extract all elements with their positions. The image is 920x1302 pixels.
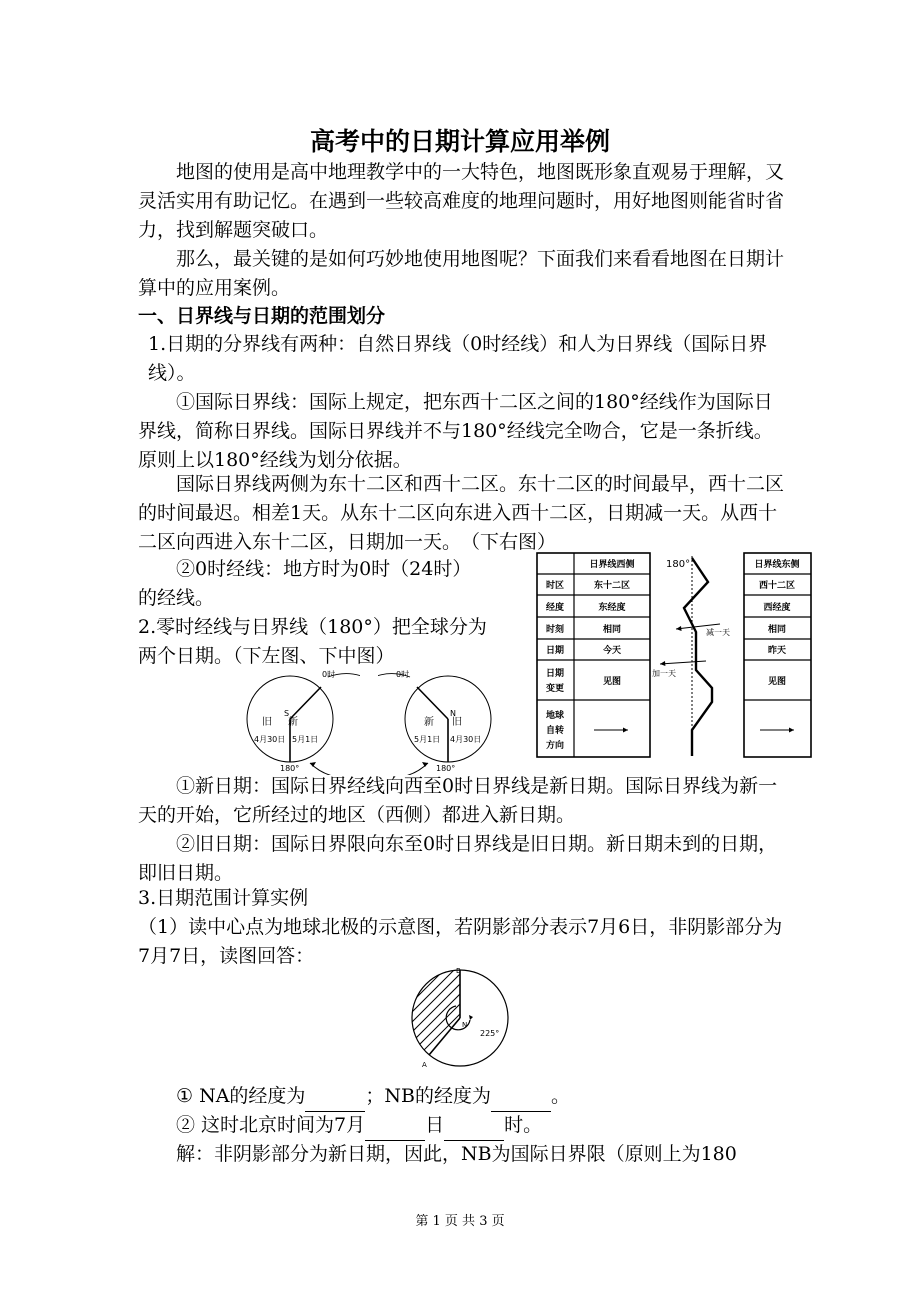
west-zone: 东十二区 [593,581,631,591]
row-label-rotation-c: 方向 [545,741,565,751]
east-longitude: 西经度 [763,603,791,613]
east-date: 昨天 [767,646,787,656]
section-heading-1: 一、日界线与日期的范围划分 [138,305,386,327]
west-longitude: 东经度 [598,603,626,613]
south-pole-date-diagram [230,665,360,775]
west-date-change: 见图 [602,677,622,687]
polar-shaded-diagram [400,964,520,1076]
paragraph-two-dates-b: 两个日期。（下左图、下中图） [138,645,395,667]
polar-angle: 225° [480,1029,500,1038]
zero-hour-label-left: 0时 [322,670,336,679]
row-label-rotation-a: 地球 [545,711,565,721]
nb-longitude-blank[interactable] [491,1082,551,1112]
east-zone: 西十二区 [758,581,796,591]
page-title: 高考中的日期计算应用举例 [309,127,610,156]
question-2-part-c: 时。 [504,1114,543,1136]
row-label-rotation-b: 自转 [545,726,565,736]
polar-point-b: B [456,967,461,975]
row-label-time: 时刻 [545,625,565,635]
minus-day-label: 减一天 [706,628,730,637]
old-label-left: 旧 [262,717,272,728]
paragraph-two-dates-a: 2.零时经线与日界线（180°）把全球分为 [138,616,487,638]
meridian-180-mid: 180° [436,764,456,773]
paragraph-zero-meridian-b: 的经线。 [138,587,215,609]
new-date-mid: 5月1日 [414,735,441,744]
paragraph-example-heading: 3.日期范围计算实例 [138,887,309,909]
question-1-part-a: ① NA的经度为 [176,1085,306,1107]
paragraph-example-question: （1）读中心点为地球北极的示意图，若阴影部分表示7月6日，非阴影部分为7月7日，读图回答： [138,916,783,967]
row-label-date-change-a: 日期 [545,669,565,679]
question-2-part-a: ② 这时北京时间为7月 [176,1114,366,1136]
new-date-left: 5月1日 [292,735,319,744]
east-rotation-arrow-icon [789,728,794,733]
paragraph-dateline-types: 1.日期的分界线有两种：自然日界线（0时经线）和人为日界线（国际日界线）。 [148,333,768,384]
old-date-mid: 4月30日 [450,735,482,744]
row-label-zone: 时区 [545,581,565,591]
paragraph-new-date: ①新日期：国际日界经线向西至0时日界线是新日期。国际日界线为新一天的开始，它所经过的地区（西侧）都进入新日期。 [138,775,778,826]
question-2 [176,1111,788,1141]
pole-label-s: S [284,709,290,718]
minus-day-arrow-icon [676,626,682,631]
paragraph-solution: 解：非阴影部分为新日期，因此，NB为国际日界限（原则上为180 [176,1143,737,1165]
intro-paragraph-1: 地图的使用是高中地理教学中的一大特色，地图既形象直观易于理解，又灵活实用有助记忆。在遇到一些较高难度的地理问题时，用好地图则能省时省力，找到解题突破口。 [138,161,785,241]
east-date-change: 见图 [767,677,787,687]
page-footer: 第 1 页 共 3 页 [415,1214,505,1229]
question-1-part-c: 。 [551,1085,571,1107]
row-label-date-change-b: 变更 [545,684,565,694]
row-label-longitude: 经度 [545,603,565,613]
dateline-comparison-table [536,552,812,758]
paragraph-international-dateline: ①国际日界线：国际上规定，把东西十二区之间的180°经线作为国际日界线，简称日界线。国际日界线并不与180°经线完全吻合，它是一条折线。原则上以180°经线为划分依据。 [138,391,773,471]
plus-day-label: 加一天 [652,669,676,678]
old-date-left: 4月30日 [254,735,286,744]
west-rotation-arrow-icon [623,728,628,733]
beijing-day-blank[interactable] [365,1111,425,1141]
paragraph-east-west-zones: 国际日界线两侧为东十二区和西十二区。东十二区的时间最早，西十二区的时间最迟。相差1天。从东十二区向东进入西十二区，日期减一天。从西十二区向西进入东十二区，日期加一天。 （下右图） [138,473,785,553]
zero-hour-label-mid: 0时 [396,670,410,679]
new-label-mid: 新 [424,717,434,728]
east-header: 日界线东侧 [754,560,800,570]
meridian-180-left: 180° [280,764,300,773]
west-date: 今天 [602,646,622,656]
question-1-part-b: ；NB的经度为 [365,1085,492,1107]
old-label-mid: 旧 [452,717,462,728]
row-label-date: 日期 [545,646,565,656]
question-2-part-b: 日 [425,1114,445,1136]
west-header: 日界线西侧 [589,560,635,570]
pole-label-n: N [450,709,456,718]
north-pole-date-diagram [378,665,498,775]
paragraph-old-date: ②旧日期：国际日界限向东至0时日界线是旧日期。新日期未到的日期，即旧日期。 [138,833,778,884]
na-longitude-blank[interactable] [305,1082,365,1112]
polar-point-n: N [462,1021,468,1029]
east-time: 相同 [767,625,787,635]
intro-paragraph-2: 那么，最关键的是如何巧妙地使用地图呢？下面我们来看看地图在日期计算中的应用案例。 [138,248,785,299]
beijing-hour-blank[interactable] [444,1111,504,1141]
question-1 [176,1082,788,1112]
meridian-180-label: 180° [666,559,691,570]
paragraph-zero-meridian-a: ②0时经线：地方时为0时（24时） [176,558,472,580]
new-label-left: 新 [288,717,298,728]
international-dateline [684,558,712,756]
polar-point-a: A [422,1061,427,1069]
west-time: 相同 [602,625,622,635]
